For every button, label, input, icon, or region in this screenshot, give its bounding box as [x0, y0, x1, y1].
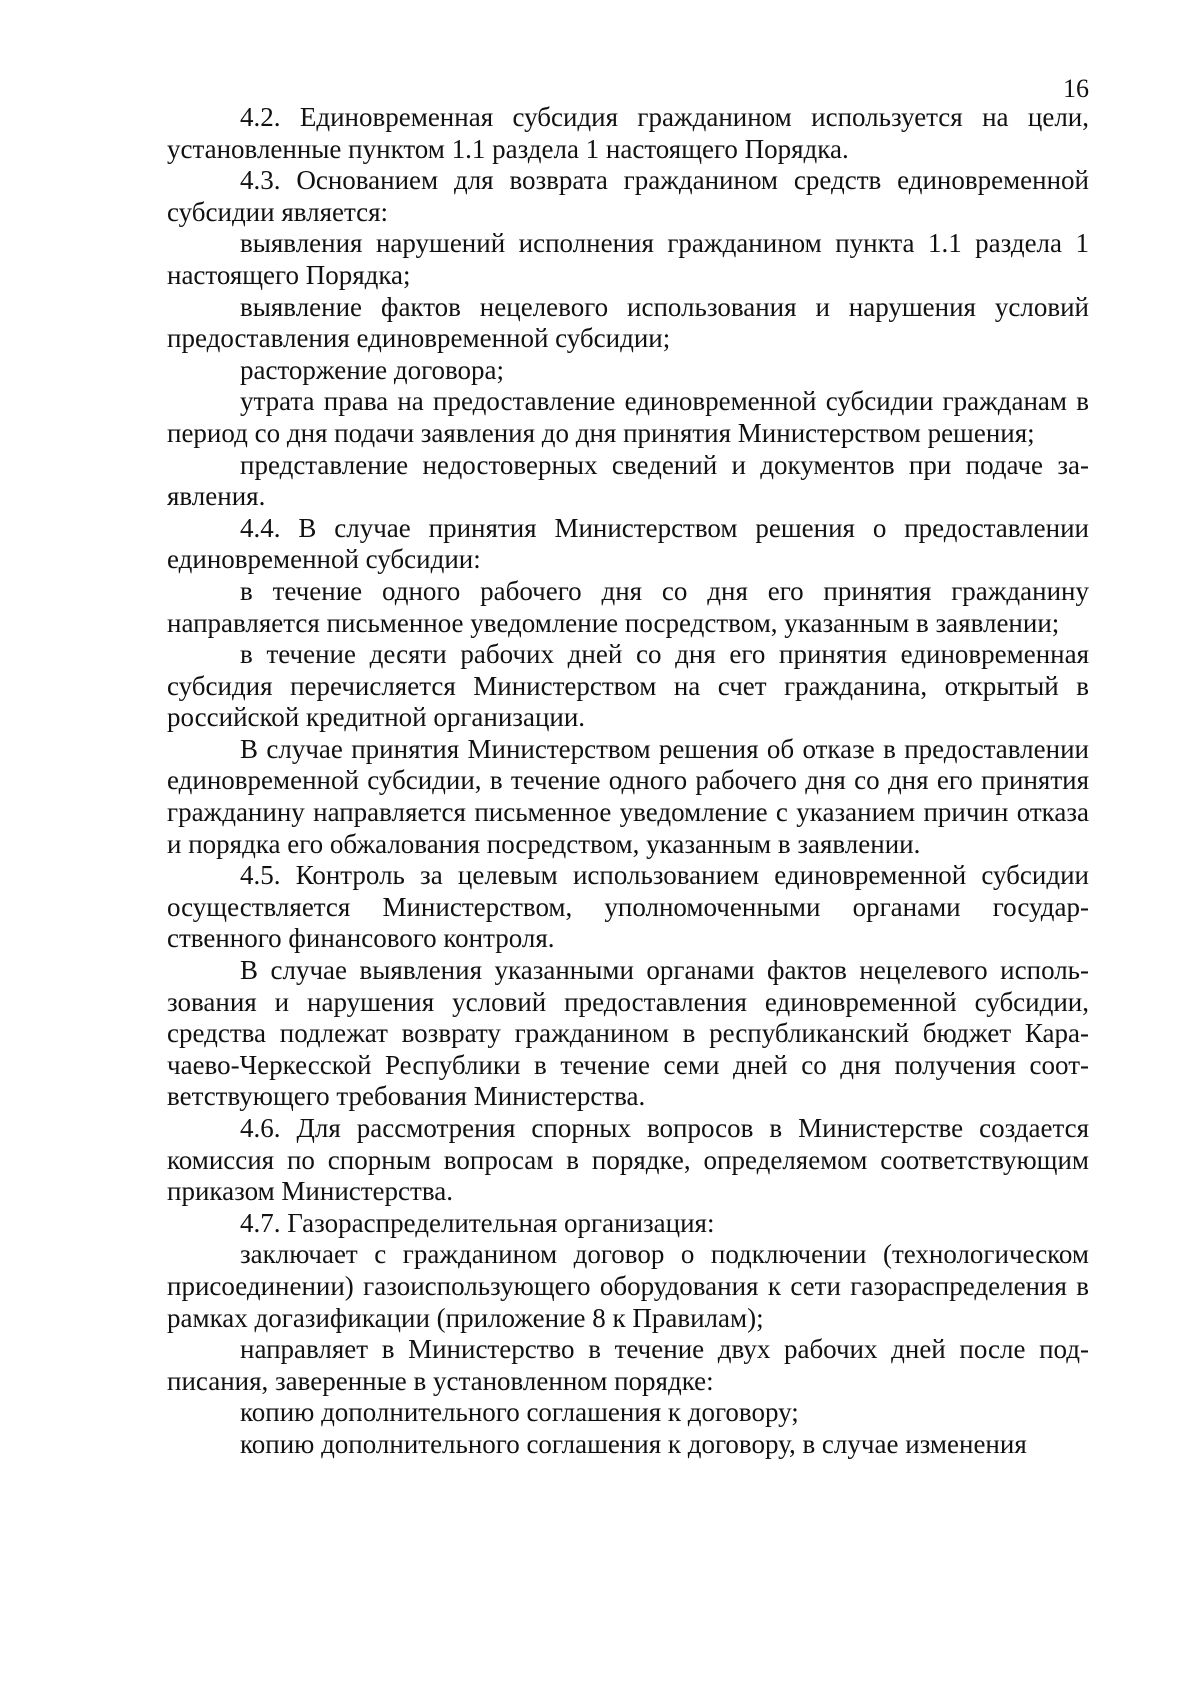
paragraph: 4.4. В случае принятия Министерством решения о предоставлении единовременной субсидии: — [167, 512, 1089, 575]
paragraph: выявление фактов нецелевого использования и нарушения условий предоставления единовременной субсидии; — [167, 291, 1089, 354]
paragraph: направляет в Министерство в течение двух рабочих дней после подписания, заверенные в установленном порядке: — [167, 1334, 1089, 1396]
paragraph: В случае принятия Министерством решения об отказе в предоставлении единовременной субсидии, в течение одного рабочего дня со дня его принятия гражданину направляется письменное уведомление с указанием причин отказа и порядка его обжалования посредством, указанным в заявлении. — [167, 733, 1089, 859]
paragraph: 4.3. Основанием для возврата гражданином средств единовременной субсидии является: — [167, 165, 1089, 227]
paragraph: утрата права на предоставление единовременной субсидии гражданам в период со дня подачи заявления до дня принятия Министерством решения; — [167, 386, 1089, 448]
paragraph: 4.5. Контроль за целевым использованием единовременной субсидии осуществляется Министерством, уполномоченными органами государственного финансового контроля. — [167, 860, 1089, 954]
paragraph: расторжение договора; — [240, 354, 505, 385]
paragraph: в течение одного рабочего дня со дня его принятия гражданину направляется письменное уведомление посредством, указанным в заявлении; — [167, 575, 1089, 638]
paragraph: 4.2. Единовременная субсидия гражданином используется на цели, установленные пунктом 1.1 раздела 1 настоящего Порядка. — [167, 102, 1089, 164]
paragraph: заключает с гражданином договор о подключении (технологическом присоединении) газоиспользующего оборудования к сети газораспределения в рамках догазификации (приложение 8 к Правилам); — [167, 1239, 1089, 1333]
document-body — [167, 102, 1089, 1461]
paragraph: В случае выявления указанными органами фактов нецелевого использования и нарушения условий предоставления единовременной субсидии, средства подлежат возврату гражданином в республиканский бюджет Карачаево-Черкесской Республики в течение семи дней со дня получения соответствующего требования Министерства. — [167, 955, 1089, 1112]
paragraph: представление недостоверных сведений и документов при подаче заявления. — [167, 449, 1089, 512]
paragraph: копию дополнительного соглашения к договору; — [240, 1397, 799, 1428]
page-number: 16 — [1063, 74, 1089, 103]
paragraph: копию дополнительного соглашения к договору, в случае изменения — [240, 1428, 1027, 1459]
paragraph: в течение десяти рабочих дней со дня его принятия единовременная субсидия перечисляется Министерством на счет гражданина, открытый в российской кредитной организации. — [167, 639, 1089, 733]
paragraph: 4.6. Для рассмотрения спорных вопросов в Министерстве создается комиссия по спорным вопросам в порядке, определяемом соответствующим приказом Министерства. — [167, 1113, 1089, 1207]
paragraph: 4.7. Газораспределительная организация: — [240, 1207, 715, 1238]
paragraph: выявления нарушений исполнения гражданином пункта 1.1 раздела 1 настоящего Порядка; — [167, 228, 1089, 290]
